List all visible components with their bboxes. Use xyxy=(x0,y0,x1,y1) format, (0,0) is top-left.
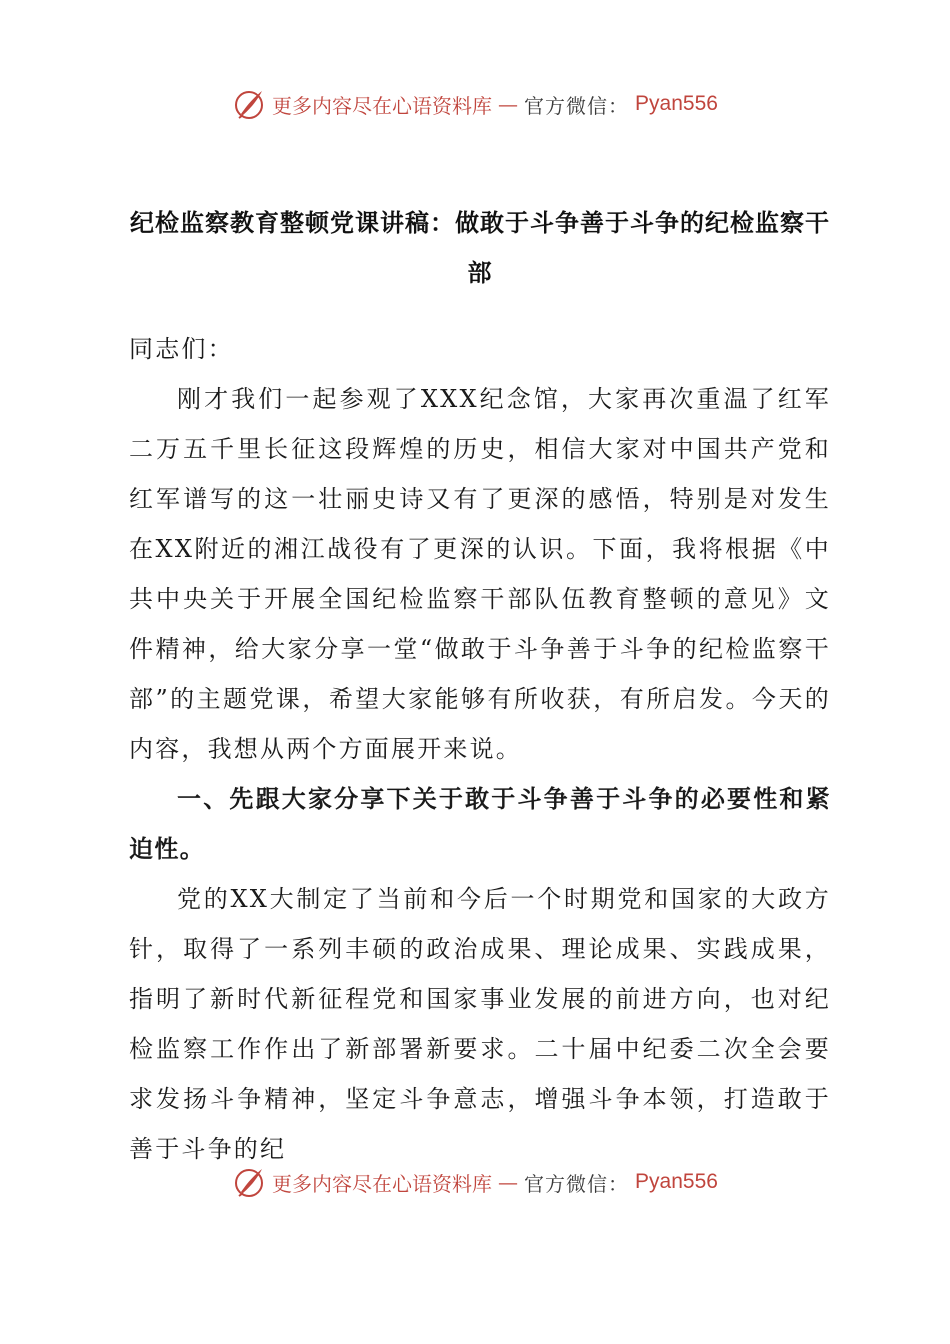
watermark-site-text: 更多内容尽在心语资料库 xyxy=(272,93,493,118)
watermark-separator: — xyxy=(498,1170,519,1194)
paragraph-1: 刚才我们一起参观了XXX纪念馆，大家再次重温了红军二万五千里长征这段辉煌的历史，相信大家对中国共产党和红军谱写的这一壮丽史诗又有了更深的感悟，特别是对发生在XX附近的湘江战役有了更深的认识。下面，我将根据《中共中央关于开展全国纪检监察干部队伍教育整顿的意见》文件精神，给大家分享一堂“做敢于斗争善于斗争的纪检监察干部”的主题党课，希望大家能够有所收获，有所启发。今天的内容，我想从两个方面展开来说。 xyxy=(129,385,831,763)
watermark-wechat-label: 官方微信： xyxy=(524,93,630,118)
watermark-wechat-id: Pyan556 xyxy=(635,92,718,115)
quill-pen-logo-icon xyxy=(232,1165,266,1199)
salutation: 同志们： xyxy=(129,335,234,363)
document-body xyxy=(129,324,831,1174)
watermark-site-text: 更多内容尽在心语资料库 xyxy=(272,1171,493,1196)
footer-watermark xyxy=(0,1162,950,1202)
watermark-wechat-id: Pyan556 xyxy=(635,1170,718,1193)
section-heading-1: 一、先跟大家分享下关于敢于斗争善于斗争的必要性和紧迫性。 xyxy=(129,785,831,863)
quill-pen-logo-icon xyxy=(232,87,266,121)
watermark-wechat-label: 官方微信： xyxy=(524,1171,630,1196)
paragraph-2: 党的XX大制定了当前和今后一个时期党和国家的大政方针，取得了一系列丰硕的政治成果、理论成果、实践成果，指明了新时代新征程党和国家事业发展的前进方向，也对纪检监察工作作出了新部署新要求。二十届中纪委二次全会要求发扬斗争精神，坚定斗争意志，增强斗争本领，打造敢于善于斗争的纪 xyxy=(129,885,831,1163)
watermark-separator: — xyxy=(498,92,519,116)
header-watermark xyxy=(0,84,950,124)
document-title: 纪检监察教育整顿党课讲稿：做敢于斗争善于斗争的纪检监察干部 xyxy=(130,209,830,287)
